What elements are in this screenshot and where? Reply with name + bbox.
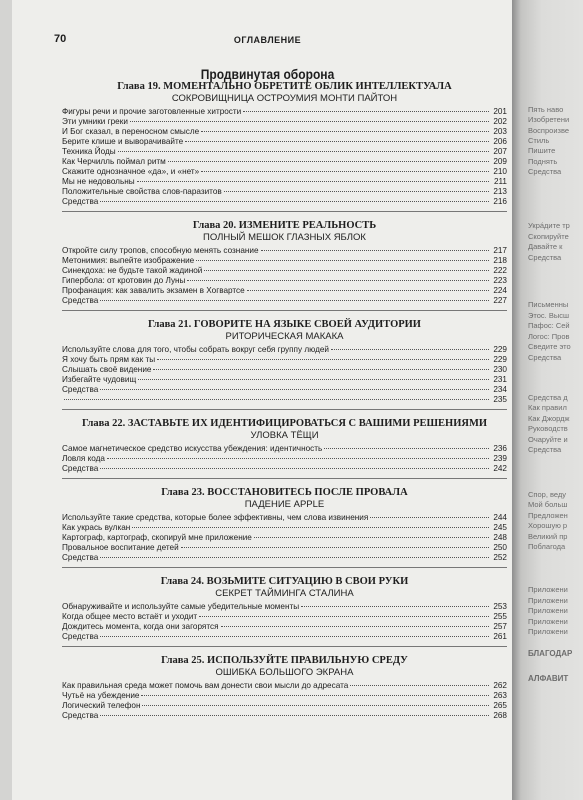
- toc-entry-page: 210: [493, 167, 507, 176]
- book-page: [12, 0, 523, 800]
- toc-entry-page: 203: [493, 127, 507, 136]
- toc-entry-title: Гипербола: от кротовин до Луны: [62, 276, 186, 285]
- toc-entry: [62, 157, 507, 167]
- toc-entry: [62, 375, 507, 385]
- toc-entry-page: 231: [493, 375, 507, 384]
- toc-entry-title: Используйте слова для того, чтобы собрать вокруг себя группу людей: [62, 345, 330, 354]
- chapter-subtitle: РИТОРИЧЕСКАЯ МАКАКА: [225, 331, 344, 342]
- chapter-block: [62, 655, 507, 721]
- facing-page-fragment: Сведите это: [528, 342, 571, 351]
- chapter-block: [62, 81, 507, 212]
- dot-leader: [100, 636, 489, 637]
- chapter-block: [62, 319, 507, 410]
- toc-entry: [62, 691, 507, 701]
- toc-entry: [62, 464, 507, 474]
- facing-page-fragment: Письменны: [528, 300, 569, 309]
- toc-entry-page: 202: [493, 117, 507, 126]
- toc-entry-title: Профанация: как завалить экзамен в Хогвартсе: [62, 286, 245, 295]
- dot-leader: [100, 715, 489, 716]
- chapter-title: Глава 24. ВОЗЬМИТЕ СИТУАЦИЮ В СВОИ РУКИ: [160, 576, 409, 587]
- facing-page-fragment: Приложени: [528, 606, 568, 615]
- chapter-divider: [62, 409, 507, 410]
- facing-page-fragment: Приложени: [528, 627, 568, 636]
- chapter-divider: [62, 478, 507, 479]
- toc-entry: [62, 523, 507, 533]
- facing-page-fragment: Как Джордж: [528, 414, 570, 423]
- toc-entry: [62, 107, 507, 117]
- toc-entry: [62, 266, 507, 276]
- dot-leader: [142, 705, 489, 706]
- toc-entry: [62, 137, 507, 147]
- facing-page-fragment: Этос. Высш: [528, 311, 569, 320]
- dot-leader: [168, 161, 489, 162]
- toc-entry-page: 263: [493, 691, 507, 700]
- toc-entry: [62, 701, 507, 711]
- toc-entry-page: 242: [493, 464, 507, 473]
- facing-page-fragment: Средства: [528, 445, 562, 454]
- dot-leader: [107, 458, 489, 459]
- toc-entry: [62, 622, 507, 632]
- dot-leader: [254, 537, 489, 538]
- facing-page-fragment: Стиль: [528, 136, 550, 145]
- toc-entry-title: Как Черчилль поймал ритм: [62, 157, 166, 166]
- toc-entry-title: Обнаруживайте и используйте самые убедительные моменты: [62, 602, 300, 611]
- toc-entry-page: 201: [493, 107, 507, 116]
- facing-page-fragment: Приложени: [528, 585, 568, 594]
- table-of-contents: [62, 81, 507, 729]
- facing-page-fragment: Логос: Пров: [528, 332, 570, 341]
- toc-entry: [62, 612, 507, 622]
- toc-entry: [62, 355, 507, 365]
- facing-page-fragment: Укрáдите тр: [528, 221, 570, 230]
- chapter-title: Глава 21. ГОВОРИТЕ НА ЯЗЫКЕ СВОЕЙ АУДИТОРИИ: [148, 319, 421, 330]
- toc-entry: [62, 286, 507, 296]
- facing-page-fragment: Изобретени: [528, 115, 570, 124]
- toc-entry: [62, 276, 507, 286]
- facing-page-fragment: Спор, веду: [528, 490, 567, 499]
- dot-leader: [181, 547, 489, 548]
- toc-entry-title: Избегайте чудовищ: [62, 375, 137, 384]
- toc-entry: [62, 513, 507, 523]
- toc-entry-page: 252: [493, 553, 507, 562]
- chapter-divider: [62, 211, 507, 212]
- facing-page-fragment: Пять наво: [528, 105, 564, 114]
- toc-entry-page: 261: [493, 632, 507, 641]
- chapter-block: [62, 220, 507, 311]
- chapter-subtitle: ПОЛНЫЙ МЕШОК ГЛАЗНЫХ ЯБЛОК: [203, 232, 366, 243]
- chapter-divider: [62, 567, 507, 568]
- toc-entry: [62, 345, 507, 355]
- dot-leader: [201, 171, 489, 172]
- dot-leader: [201, 131, 489, 132]
- dot-leader: [138, 379, 489, 380]
- toc-entry: [62, 365, 507, 375]
- page-number: 70: [54, 33, 67, 45]
- toc-entry-page: 245: [493, 523, 507, 532]
- toc-entry-title: Мы не недовольны: [62, 177, 135, 186]
- dot-leader: [100, 389, 489, 390]
- dot-leader: [261, 250, 489, 251]
- toc-entry-page: 255: [493, 612, 507, 621]
- facing-page-fragment: Средства д: [528, 393, 568, 402]
- running-head: ОГЛАВЛЕНИЕ: [233, 35, 302, 45]
- toc-entry: [62, 127, 507, 137]
- dot-leader: [224, 191, 489, 192]
- dot-leader: [153, 369, 489, 370]
- dot-leader: [100, 300, 489, 301]
- toc-entry-title: Дождитесь момента, когда они загорятся: [62, 622, 219, 631]
- toc-entry-title: Провальное воспитание детей: [62, 543, 179, 552]
- facing-page-fragment: Хорошую р: [528, 521, 568, 530]
- chapter-title: Глава 25. ИСПОЛЬЗУЙТЕ ПРАВИЛЬНУЮ СРЕДУ: [161, 655, 408, 666]
- toc-entry-page: 248: [493, 533, 507, 542]
- toc-entry: [62, 187, 507, 197]
- toc-entry: [62, 632, 507, 642]
- chapter-subtitle: ПАДЕНИЕ APPLE: [244, 499, 325, 510]
- toc-entry-title: Картограф, картограф, скопируй мне приложение: [62, 533, 252, 542]
- dot-leader: [157, 359, 489, 360]
- toc-entry-title: Ловля кода: [62, 454, 105, 463]
- toc-entry-page: 236: [493, 444, 507, 453]
- dot-leader: [247, 290, 489, 291]
- chapter-title: Глава 19. МОМЕНТАЛЬНО ОБРЕТИТЕ ОБЛИК ИНТЕЛЛЕКТУАЛА: [117, 81, 452, 92]
- toc-entry-page: 257: [493, 622, 507, 631]
- toc-entry-page: 207: [493, 147, 507, 156]
- facing-page-fragment: Средства: [528, 353, 562, 362]
- facing-page-fragment: Поднять: [528, 157, 558, 166]
- facing-page-fragment: Руководств: [528, 424, 568, 433]
- facing-page-fragment: АЛФАВИТ: [528, 674, 569, 683]
- toc-entry-page: 209: [493, 157, 507, 166]
- facing-page-edge: [512, 0, 583, 800]
- toc-entry-title: Используйте такие средства, которые более эффективны, чем слова извинения: [62, 513, 369, 522]
- chapter-subtitle: ОШИБКА БОЛЬШОГО ЭКРАНА: [215, 667, 354, 678]
- chapter-block: [62, 576, 507, 647]
- toc-entry-page: 222: [493, 266, 507, 275]
- facing-page-fragment: Скопируйте: [528, 232, 569, 241]
- toc-entry-title: Средства: [62, 711, 99, 720]
- facing-page-fragment: Воспроизве: [528, 126, 570, 135]
- facing-page-fragment: Великий пр: [528, 532, 568, 541]
- dot-leader: [130, 121, 489, 122]
- facing-page-fragment: Очаруйте и: [528, 435, 568, 444]
- toc-entry: [62, 147, 507, 157]
- dot-leader: [118, 151, 489, 152]
- toc-entry-title: Синекдоха: не будьте такой жадиной: [62, 266, 203, 275]
- toc-entry: [62, 533, 507, 543]
- dot-leader: [301, 606, 489, 607]
- toc-entry-page: 239: [493, 454, 507, 463]
- toc-entry-title: Как правильная среда может помочь вам донести свои мысли до адресата: [62, 681, 349, 690]
- toc-entry-title: Средства: [62, 553, 99, 562]
- toc-entry-page: 227: [493, 296, 507, 305]
- chapter-block: [62, 418, 507, 479]
- chapter-subtitle: СЕКРЕТ ТАЙМИНГА СТАЛИНА: [215, 588, 354, 599]
- toc-entry-page: 206: [493, 137, 507, 146]
- toc-entry-title: Средства: [62, 197, 99, 206]
- toc-entry-title: Самое магнетическое средство искусства убеждения: идентичность: [62, 444, 323, 453]
- toc-entry-title: Скажите однозначное «да», и «нет»: [62, 167, 200, 176]
- toc-entry-title: Чутьё на убеждение: [62, 691, 140, 700]
- toc-entry-title: Средства: [62, 385, 99, 394]
- toc-entry-page: 223: [493, 276, 507, 285]
- dot-leader: [196, 260, 489, 261]
- dot-leader: [324, 448, 489, 449]
- chapter-divider: [62, 310, 507, 311]
- toc-entry-title: Метонимия: выпейте изображение: [62, 256, 195, 265]
- toc-entry-title: И Бог сказал, в переносном смысле: [62, 127, 200, 136]
- toc-entry-title: Откройте силу тропов, способную менять сознание: [62, 246, 259, 255]
- facing-page-fragment: Средства: [528, 253, 562, 262]
- dot-leader: [331, 349, 489, 350]
- facing-page-fragment: Средства: [528, 167, 562, 176]
- facing-page-fragment: Приложени: [528, 596, 568, 605]
- toc-entry-page: 262: [493, 681, 507, 690]
- toc-entry: [62, 711, 507, 721]
- toc-entry: [62, 385, 507, 395]
- toc-entry: [62, 117, 507, 127]
- dot-leader: [100, 201, 489, 202]
- toc-entry-page: 229: [493, 345, 507, 354]
- toc-entry: [62, 167, 507, 177]
- toc-entry-page: 213: [493, 187, 507, 196]
- toc-entry-title: Фигуры речи и прочие заготовленные хитрости: [62, 107, 242, 116]
- toc-entry-page: 216: [493, 197, 507, 206]
- chapter-subtitle: СОКРОВИЩНИЦА ОСТРОУМИЯ МОНТИ ПАЙТОН: [171, 93, 398, 104]
- toc-entry-page: 211: [493, 177, 507, 186]
- toc-entry-title: Положительные свойства слов-паразитов: [62, 187, 222, 196]
- toc-entry: [62, 454, 507, 464]
- toc-entry-page: 250: [493, 543, 507, 552]
- toc-entry-page: 234: [493, 385, 507, 394]
- toc-entry-title: Когда общее место встаёт и уходит: [62, 612, 198, 621]
- toc-entry-page: 265: [493, 701, 507, 710]
- chapter-title: Глава 23. ВОССТАНОВИТЕСЬ ПОСЛЕ ПРОВАЛА: [161, 487, 408, 498]
- toc-entry: [62, 553, 507, 563]
- facing-page-fragment: Мой больш: [528, 500, 568, 509]
- toc-entry-page: 235: [493, 395, 507, 404]
- chapter-subtitle: УЛОВКА ТЁЩИ: [250, 430, 319, 441]
- toc-entry-title: Я хочу быть прям как ты: [62, 355, 156, 364]
- toc-entry-title: Логический телефон: [62, 701, 141, 710]
- toc-entry-page: 224: [493, 286, 507, 295]
- toc-entry: [62, 543, 507, 553]
- toc-entry-page: 253: [493, 602, 507, 611]
- chapter-divider: [62, 646, 507, 647]
- toc-entry-title: Средства: [62, 464, 99, 473]
- dot-leader: [204, 270, 489, 271]
- toc-entry-title: Эти умники греки: [62, 117, 128, 126]
- dot-leader: [350, 685, 489, 686]
- facing-page-fragment: Давайте к: [528, 242, 563, 251]
- dot-leader: [100, 468, 489, 469]
- facing-page-fragment: Приложени: [528, 617, 568, 626]
- dot-leader: [243, 111, 489, 112]
- toc-entry-page: 229: [493, 355, 507, 364]
- toc-entry: [62, 681, 507, 691]
- toc-entry-title: Как укрась вулкан: [62, 523, 131, 532]
- facing-page-fragment: Предложен: [528, 511, 568, 520]
- dot-leader: [64, 399, 489, 400]
- toc-entry-title: Средства: [62, 296, 99, 305]
- facing-page-fragment: БЛАГОДАР: [528, 649, 573, 658]
- toc-entry: [62, 256, 507, 266]
- toc-entry-page: 268: [493, 711, 507, 720]
- toc-entry: [62, 444, 507, 454]
- toc-entry-page: 230: [493, 365, 507, 374]
- toc-entry: [62, 246, 507, 256]
- dot-leader: [185, 141, 489, 142]
- toc-entry: [62, 177, 507, 187]
- toc-entry: [62, 296, 507, 306]
- dot-leader: [199, 616, 489, 617]
- chapter-title: Глава 22. ЗАСТАВЬТЕ ИХ ИДЕНТИФИЦИРОВАТЬСЯ С ВАШИМИ РЕШЕНИЯМИ: [81, 418, 488, 429]
- toc-entry: [62, 197, 507, 207]
- part-title: Продвинутая оборона: [200, 66, 335, 82]
- facing-page-fragment: Пафос: Сей: [528, 321, 570, 330]
- toc-entry-title: Слышать своё видение: [62, 365, 152, 374]
- dot-leader: [100, 557, 489, 558]
- dot-leader: [221, 626, 489, 627]
- dot-leader: [141, 695, 489, 696]
- toc-entry-page: 218: [493, 256, 507, 265]
- dot-leader: [187, 280, 489, 281]
- facing-page-fragment: Как правил: [528, 403, 567, 412]
- toc-entry-page: 217: [493, 246, 507, 255]
- chapter-title: Глава 20. ИЗМЕНИТЕ РЕАЛЬНОСТЬ: [192, 220, 377, 231]
- chapter-block: [62, 487, 507, 568]
- toc-entry: [62, 602, 507, 612]
- facing-page-fragment: Пишите: [528, 146, 556, 155]
- toc-entry: [62, 395, 507, 405]
- dot-leader: [132, 527, 489, 528]
- toc-entry-title: Средства: [62, 632, 99, 641]
- facing-page-fragment: Поблагода: [528, 542, 566, 551]
- dot-leader: [137, 181, 489, 182]
- toc-entry-title: Техника Йоды: [62, 147, 116, 156]
- dot-leader: [370, 517, 489, 518]
- toc-entry-page: 244: [493, 513, 507, 522]
- toc-entry-title: Берите клише и выворачивайте: [62, 137, 184, 146]
